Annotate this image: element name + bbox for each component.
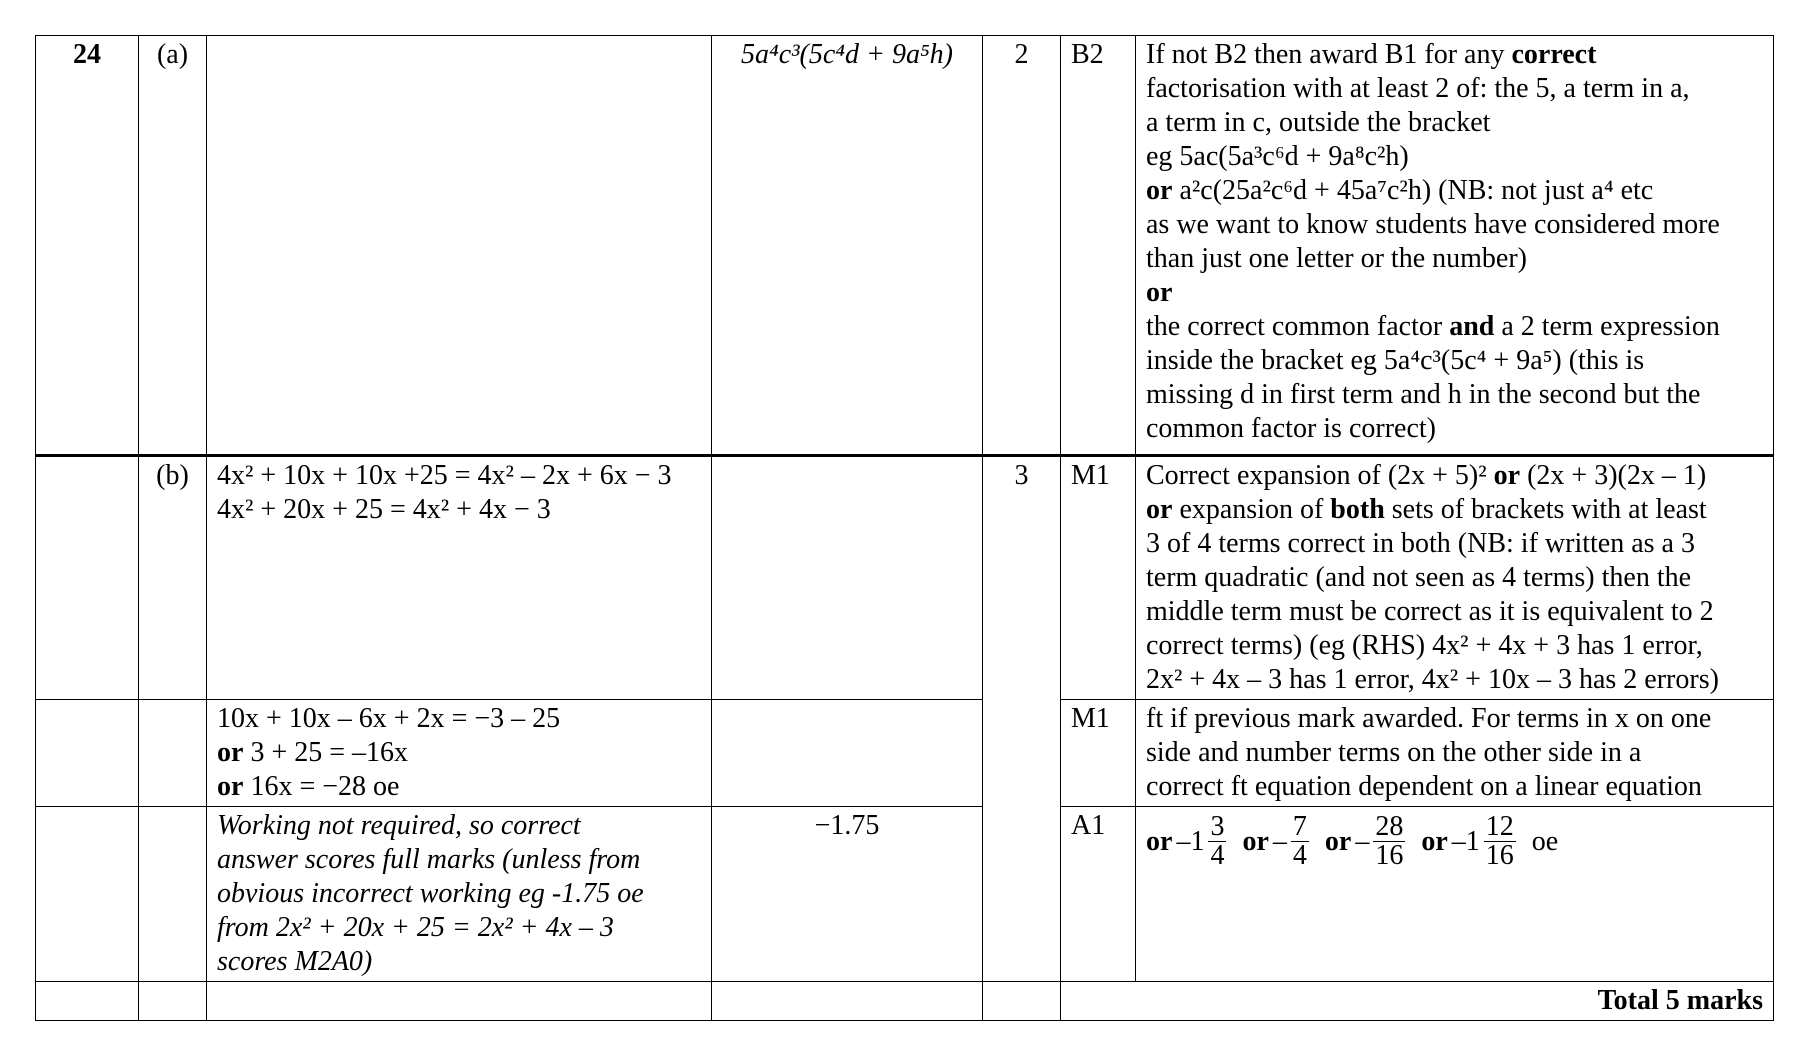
- blank-cell: [712, 982, 983, 1021]
- note-line: common factor is correct): [1146, 413, 1436, 444]
- blank-cell: [139, 700, 207, 807]
- blank-cell: [983, 982, 1061, 1021]
- fraction: $\frac{12}{16}$: [1485, 811, 1514, 871]
- note-line: ft if previous mark awarded. For terms in x on one: [1146, 703, 1712, 734]
- total-marks: Total 5 marks: [1061, 982, 1774, 1021]
- mark-code-b2: M1: [1061, 700, 1136, 807]
- note-line: 2x² + 4x – 3 has 1 error, 4x² + 10x – 3 has 2 errors): [1146, 664, 1719, 695]
- blank-cell: [36, 456, 139, 700]
- working-b3: [207, 807, 712, 982]
- working-line: or 3 + 25 = –16x: [217, 737, 409, 768]
- question-number: 24: [36, 36, 139, 456]
- alternative-answer: or –1 $\frac{3}{4}$: [1146, 811, 1225, 871]
- note-line: side and number terms on the other side in a: [1146, 737, 1642, 768]
- part-label-b: (b): [139, 456, 207, 700]
- blank-cell: [139, 807, 207, 982]
- blank-cell: [207, 982, 712, 1021]
- note-line: middle term must be correct as it is equivalent to 2: [1146, 596, 1714, 627]
- fraction: $\frac{7}{4}$: [1292, 811, 1307, 871]
- answer-a: 5a⁴c³(5c⁴d + 9a⁵h): [712, 36, 983, 456]
- working-line: from 2x² + 20x + 25 = 2x² + 4x – 3: [217, 912, 614, 943]
- note-line: a term in c, outside the bracket: [1146, 107, 1491, 138]
- note-line: inside the bracket eg 5a⁴c³(5c⁴ + 9a⁵) (this is: [1146, 345, 1645, 376]
- note-line: or: [1146, 277, 1173, 308]
- working-line: answer scores full marks (unless from: [217, 844, 641, 875]
- answer-b2: [712, 700, 983, 807]
- working-line: 4x² + 20x + 25 = 4x² + 4x − 3: [217, 494, 551, 525]
- answer-b: −1.75: [712, 807, 983, 982]
- note-line: as we want to know students have considered more: [1146, 209, 1720, 240]
- part-label-a: (a): [139, 36, 207, 456]
- note-line: correct ft equation dependent on a linear equation: [1146, 771, 1702, 802]
- row-part-b-m2: [36, 700, 1774, 807]
- note-line: If not B2 then award B1 for any correct: [1146, 39, 1597, 70]
- working-a: [207, 36, 712, 456]
- note-line: than just one letter or the number): [1146, 243, 1527, 274]
- note-line: missing d in first term and h in the second but the: [1146, 379, 1701, 410]
- note-line: term quadratic (and not seen as 4 terms) then the: [1146, 562, 1692, 593]
- note-line: factorisation with at least 2 of: the 5, a term in a,: [1146, 73, 1690, 104]
- alternative-answer: or –1 $\frac{12}{16}$: [1421, 811, 1514, 871]
- notes-b1: [1136, 456, 1774, 700]
- row-part-b-a1: [36, 807, 1774, 982]
- row-total: [36, 982, 1774, 1021]
- working-line: 4x² + 10x + 10x +25 = 4x² – 2x + 6x − 3: [217, 460, 672, 491]
- alternative-answer: or – $\frac{28}{16}$: [1324, 811, 1404, 871]
- mark-code-a: B2: [1061, 36, 1136, 456]
- notes-a: [1136, 36, 1774, 456]
- notes-b2: [1136, 700, 1774, 807]
- alternative-answer: or – $\frac{7}{4}$: [1242, 811, 1307, 871]
- fraction: $\frac{28}{16}$: [1375, 811, 1404, 871]
- working-b1: [207, 456, 712, 700]
- note-line: eg 5ac(5a³c⁶d + 9a⁸c²h): [1146, 141, 1409, 172]
- notes-b3: [1136, 807, 1774, 982]
- note-line: 3 of 4 terms correct in both (NB: if written as a 3: [1146, 528, 1695, 559]
- mark-code-b3: A1: [1061, 807, 1136, 982]
- working-line: Working not required, so correct: [217, 810, 581, 841]
- working-line: scores M2A0): [217, 946, 373, 977]
- row-part-b-m1: [36, 456, 1774, 700]
- blank-cell: [36, 807, 139, 982]
- answer-b1: [712, 456, 983, 700]
- blank-cell: [36, 982, 139, 1021]
- blank-cell: [36, 700, 139, 807]
- note-line: Correct expansion of (2x + 5)² or (2x + 3)(2x – 1): [1146, 460, 1707, 491]
- oe-suffix: oe: [1531, 825, 1559, 857]
- note-line: or a²c(25a²c⁶d + 45a⁷c²h) (NB: not just a⁴ etc: [1146, 175, 1654, 206]
- note-line: correct terms) (eg (RHS) 4x² + 4x + 3 has 1 error,: [1146, 630, 1703, 661]
- note-line: the correct common factor and a 2 term expression: [1146, 311, 1720, 342]
- fraction: $\frac{3}{4}$: [1210, 811, 1225, 871]
- mark-scheme-table: [35, 35, 1774, 1021]
- working-line: or 16x = −28 oe: [217, 771, 400, 802]
- working-b2: [207, 700, 712, 807]
- marks-a: 2: [983, 36, 1061, 456]
- note-line: or expansion of both sets of brackets with at least: [1146, 494, 1707, 525]
- marks-b: 3: [983, 456, 1061, 982]
- working-line: obvious incorrect working eg -1.75 oe: [217, 878, 644, 909]
- alternative-answers: [1146, 809, 1763, 870]
- row-part-a: [36, 36, 1774, 456]
- blank-cell: [139, 982, 207, 1021]
- mark-code-b1: M1: [1061, 456, 1136, 700]
- working-line: 10x + 10x – 6x + 2x = −3 – 25: [217, 703, 561, 734]
